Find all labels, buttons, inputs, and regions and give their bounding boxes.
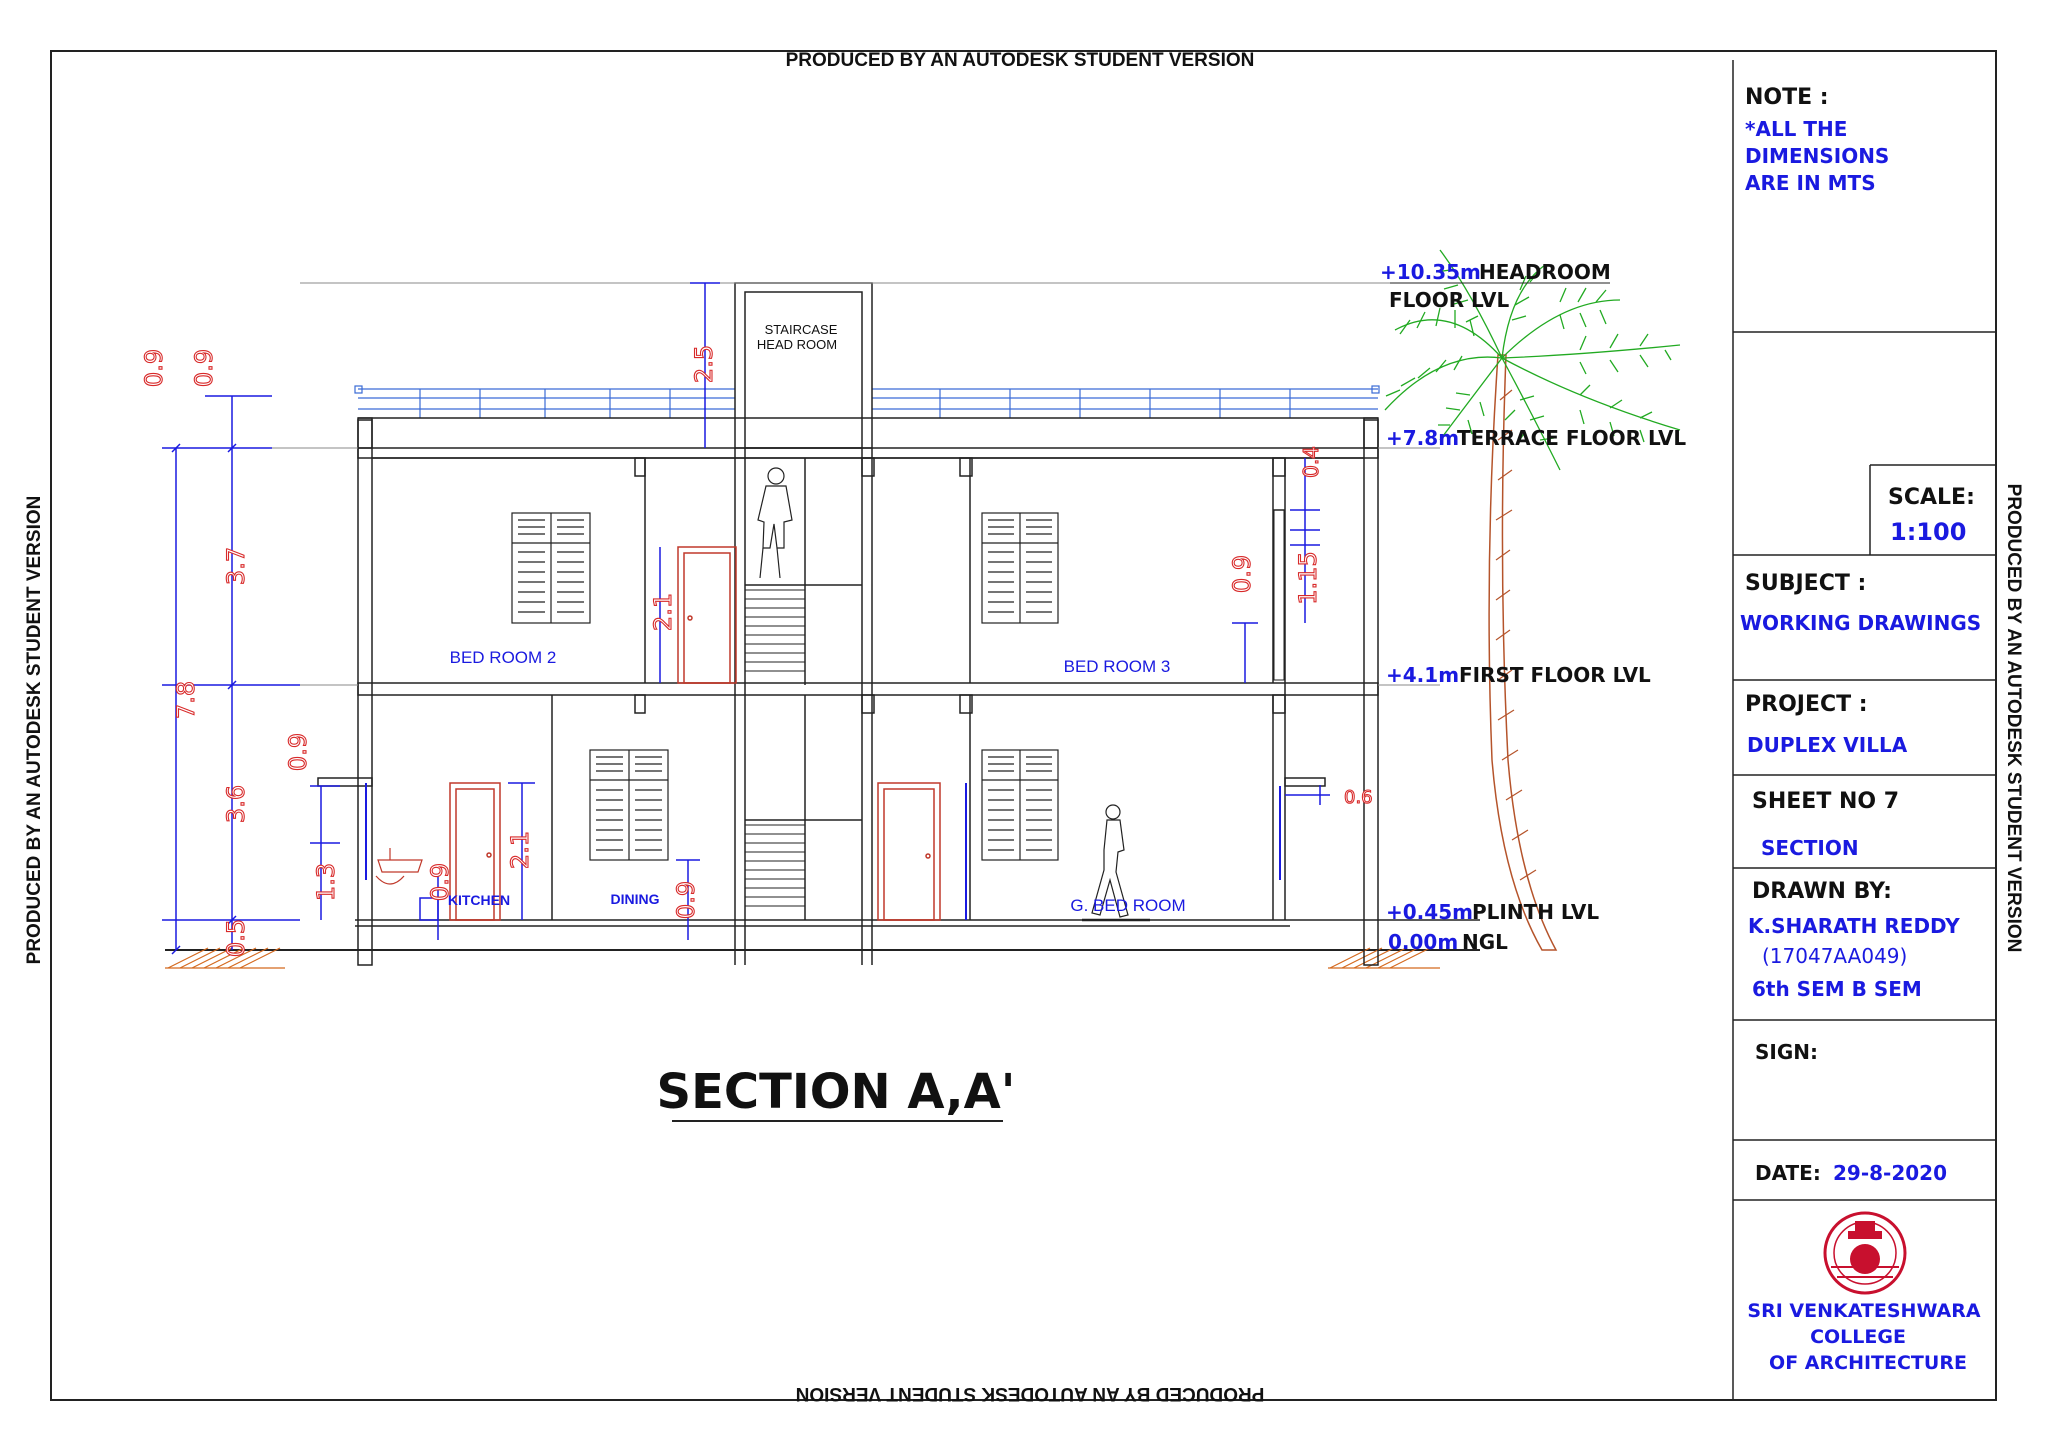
dim-parapet-2: 0.9 [190, 348, 218, 388]
stair-treads-gf [745, 825, 805, 920]
scale-title: SCALE: [1888, 485, 1975, 510]
level-headroom-label: HEADROOM [1479, 260, 1611, 284]
dimension-lines [162, 283, 1330, 954]
dim-chajja: 0.6 [1344, 787, 1373, 808]
note-line-1: *ALL THE [1745, 117, 1848, 141]
dim-sill-dining: 0.9 [672, 880, 700, 920]
window-bed3 [982, 513, 1058, 623]
level-ngl-label: NGL [1462, 930, 1508, 954]
window-bed2 [512, 513, 590, 623]
drawn-name: K.SHARATH REDDY [1748, 914, 1960, 938]
dim-headroom: 2.5 [690, 344, 718, 384]
college-logo [1825, 1213, 1905, 1293]
level-headroom-label-2: FLOOR LVL [1389, 288, 1510, 312]
room-bed2: BED ROOM 2 [449, 648, 557, 667]
dim-parapet-1: 0.9 [140, 348, 168, 388]
person-stairs [758, 468, 792, 578]
room-kitchen: KITCHEN [447, 892, 511, 908]
subject-title: SUBJECT : [1745, 571, 1867, 596]
date-title: DATE: [1755, 1161, 1821, 1185]
dim-door-ff: 2.1 [649, 592, 677, 632]
right-ff-window [1274, 510, 1284, 680]
dim-sill-kitchen: 1.3 [312, 862, 340, 902]
room-staircase-1: STAIRCASE [764, 322, 838, 337]
level-terrace-value: +7.8m [1386, 426, 1460, 450]
note-title: NOTE : [1745, 85, 1829, 110]
sheet-title: SHEET NO 7 [1752, 789, 1900, 814]
room-gbed: G. BED ROOM [1070, 896, 1186, 915]
level-plinth-value: +0.45m [1386, 900, 1473, 924]
window-gbed [982, 750, 1058, 860]
college-line-1: SRI VENKATESHWARA [1747, 1300, 1981, 1322]
sheet-border [51, 51, 1996, 1400]
note-line-2: DIMENSIONS [1745, 144, 1890, 168]
door-gbed [878, 783, 940, 920]
building-section [165, 283, 1480, 968]
college-line-3: OF ARCHITECTURE [1769, 1352, 1967, 1374]
level-first-value: +4.1m [1386, 663, 1460, 687]
room-dining: DINING [610, 891, 660, 907]
watermark-right: PRODUCED BY AN AUTODESK STUDENT VERSION [2003, 483, 2024, 953]
door-ff [678, 547, 736, 683]
title-block [1733, 60, 1996, 1400]
drawn-title: DRAWN BY: [1752, 879, 1892, 904]
stair-treads-ff [745, 590, 805, 683]
dim-plinth: 0.5 [222, 918, 250, 958]
dim-door-kitchen: 2.1 [506, 830, 534, 870]
sign-title: SIGN: [1755, 1040, 1818, 1064]
drawn-sem: 6th SEM B SEM [1752, 977, 1922, 1001]
watermark-bottom: PRODUCED BY AN AUTODESK STUDENT VERSION [795, 1383, 1265, 1404]
dim-gf: 3.6 [222, 784, 250, 824]
palm-tree [1385, 250, 1680, 950]
dim-window-height: 1.15 [1294, 551, 1322, 605]
project-title: PROJECT : [1745, 692, 1868, 717]
subject-value: WORKING DRAWINGS [1740, 611, 1982, 635]
level-first-label: FIRST FLOOR LVL [1459, 663, 1651, 687]
room-bed3: BED ROOM 3 [1063, 657, 1171, 676]
note-line-3: ARE IN MTS [1745, 171, 1876, 195]
dim-lintel: 0.4 [1299, 446, 1323, 478]
terrace-railing [355, 386, 1379, 418]
level-plinth-label: PLINTH LVL [1472, 900, 1600, 924]
dim-window-sill: 0.9 [1228, 554, 1256, 594]
sheet-value: SECTION [1761, 836, 1859, 860]
drawn-id: (17047AA049) [1762, 944, 1908, 968]
kitchen-sink [376, 848, 422, 884]
window-dining [590, 750, 668, 860]
watermark-left: PRODUCED BY AN AUTODESK STUDENT VERSION [24, 495, 45, 965]
dim-sunshade: 0.9 [284, 732, 312, 772]
project-value: DUPLEX VILLA [1747, 733, 1908, 757]
room-staircase-2: HEAD ROOM [756, 337, 838, 352]
watermark-top: PRODUCED BY AN AUTODESK STUDENT VERSION [785, 50, 1255, 71]
date-value: 29-8-2020 [1833, 1161, 1948, 1185]
dim-ff: 3.7 [222, 546, 250, 586]
dim-counter: 0.9 [426, 862, 454, 902]
scale-value: 1:100 [1890, 518, 1967, 546]
level-terrace-label: TERRACE FLOOR LVL [1457, 426, 1687, 450]
college-line-2: COLLEGE [1810, 1326, 1906, 1348]
level-headroom-value: +10.35m [1380, 260, 1481, 284]
section-title: SECTION A,A' [656, 1064, 1016, 1120]
dim-total: 7.8 [172, 680, 200, 720]
level-ngl-value: 0.00m [1388, 930, 1459, 954]
